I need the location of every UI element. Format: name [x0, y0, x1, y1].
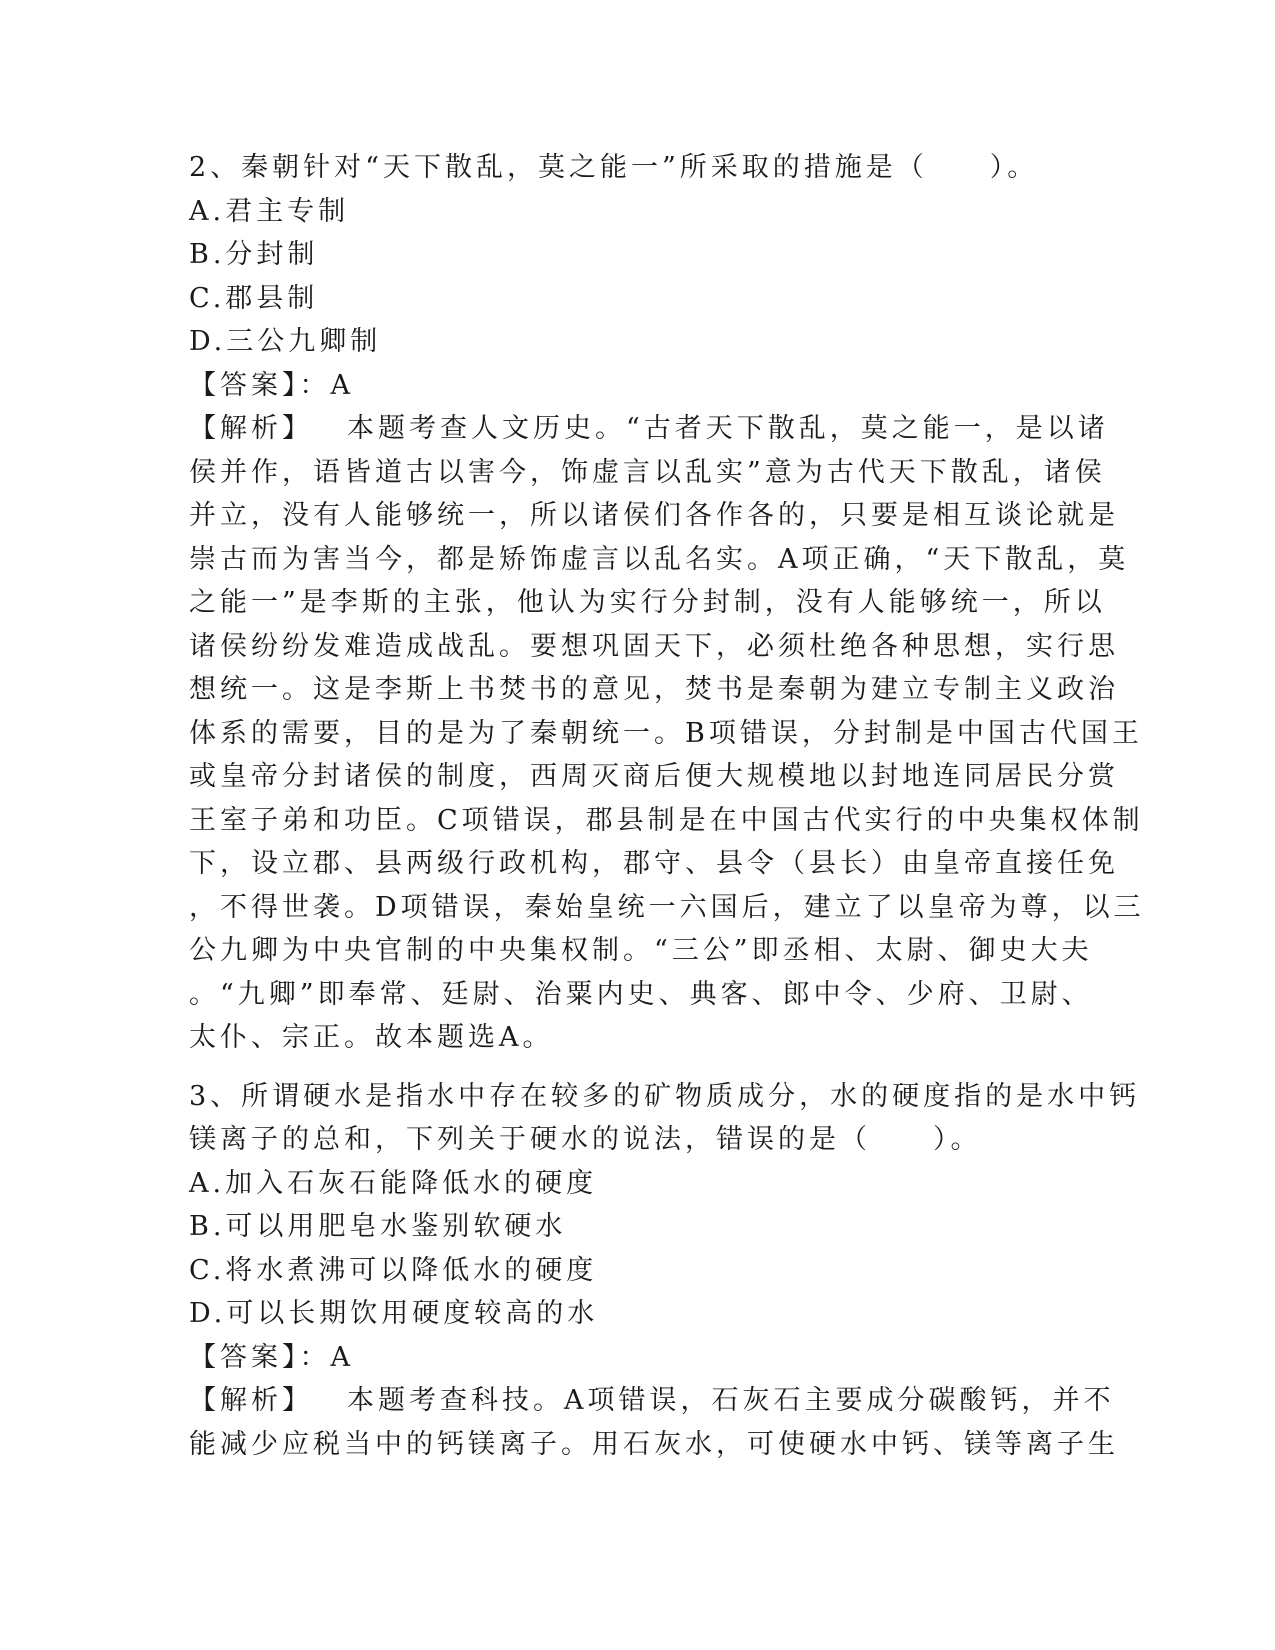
answer-line: 【答案】：A	[189, 1341, 354, 1373]
analysis-line	[189, 407, 1109, 451]
analysis-label: 【解析】	[189, 1385, 313, 1416]
document-page	[189, 146, 1145, 1466]
option-b: B.分封制	[189, 239, 319, 270]
option-a: A.君主专制	[189, 195, 350, 227]
analysis-line: 体系的需要，目的是为了秦朝统一。B项错误，分封制是中国古代国王	[189, 717, 1143, 749]
question-3	[189, 1075, 1141, 1467]
analysis-text: 本题考查人文历史。“古者天下散乱，莫之能一，是以诸	[347, 413, 1109, 444]
option-d: D.三公九卿制	[189, 326, 382, 357]
analysis-line: ，不得世袭。D项错误，秦始皇统一六国后，建立了以皇帝为尊，以三	[189, 891, 1145, 923]
option-c: C.将水煮沸可以降低水的硬度	[189, 1254, 598, 1286]
analysis-line: 之能一”是李斯的主张，他认为实行分封制，没有人能够统一，所以	[189, 587, 1106, 618]
analysis-label: 【解析】	[189, 413, 313, 444]
option-b: B.可以用肥皂水鉴别软硬水	[189, 1211, 567, 1242]
analysis-line: 王室子弟和功臣。C项错误，郡县制是在中国古代实行的中央集权体制	[189, 804, 1144, 836]
analysis-text: 本题考查科技。A项错误，石灰石主要成分碳酸钙，并不	[347, 1385, 1115, 1416]
analysis-line: 并立，没有人能够统一，所以诸侯们各作各的，只要是相互谈论就是	[189, 500, 1119, 531]
option-a: A.加入石灰石能降低水的硬度	[189, 1167, 598, 1199]
analysis-line: 能减少应税当中的钙镁离子。用石灰水，可使硬水中钙、镁等离子生	[189, 1428, 1119, 1460]
analysis-line: 诸侯纷纷发难造成战乱。要想巩固天下，必须杜绝各种思想，实行思	[189, 630, 1119, 662]
question-2	[189, 146, 1145, 1060]
analysis-line: 侯并作，语皆道古以害今，饰虚言以乱实”意为古代天下散乱，诸侯	[189, 456, 1106, 488]
analysis-line: 公九卿为中央官制的中央集权制。“三公”即丞相、太尉、御史大夫	[189, 935, 1093, 966]
analysis-line	[189, 1379, 1115, 1423]
option-c: C.郡县制	[189, 282, 319, 314]
analysis-line: 崇古而为害当今，都是矫饰虚言以乱名实。A项正确，“天下散乱，莫	[189, 543, 1130, 575]
analysis-line: 想统一。这是李斯上书焚书的意见，焚书是秦朝为建立专制主义政治	[189, 674, 1119, 705]
analysis-line: 太仆、宗正。故本题选A。	[189, 1022, 554, 1053]
answer-line: 【答案】：A	[189, 369, 354, 401]
question-stem: 2、秦朝针对“天下散乱，莫之能一”所采取的措施是（ ）。	[189, 152, 1039, 183]
analysis-line: 或皇帝分封诸侯的制度，西周灭商后便大规模地以封地连同居民分赏	[189, 761, 1119, 792]
analysis-line: 。“九卿”即奉常、廷尉、治粟内史、典客、郎中令、少府、卫尉、	[189, 978, 1093, 1010]
question-stem: 3、所谓硬水是指水中存在较多的矿物质成分，水的硬度指的是水中钙	[189, 1080, 1141, 1112]
option-d: D.可以长期饮用硬度较高的水	[189, 1298, 599, 1329]
question-stem: 镁离子的总和，下列关于硬水的说法，错误的是（ ）。	[189, 1124, 982, 1155]
analysis-line: 下，设立郡、县两级行政机构，郡守、县令（县长）由皇帝直接任免	[189, 848, 1119, 879]
